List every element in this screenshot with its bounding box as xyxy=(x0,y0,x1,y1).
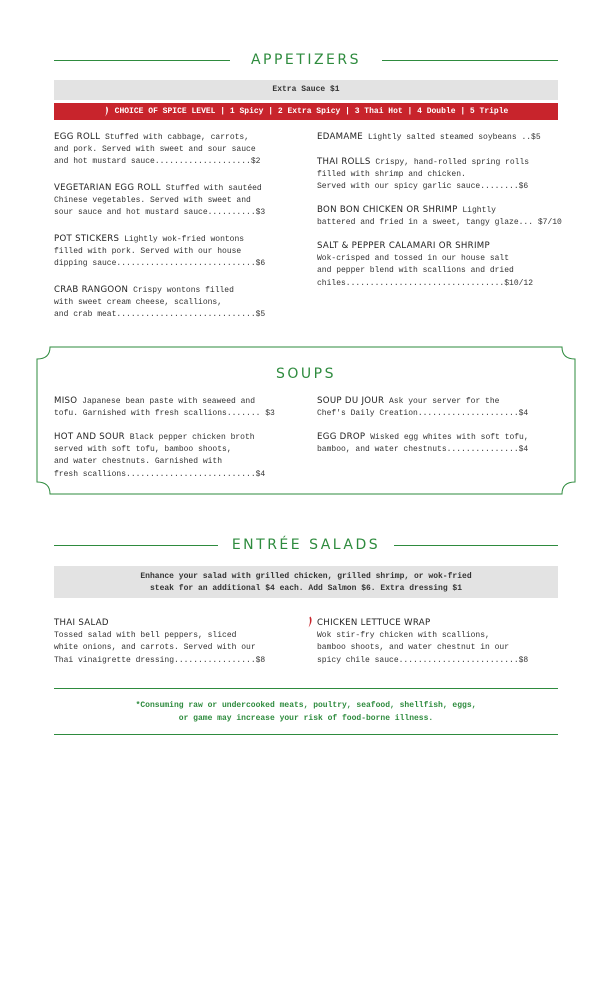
appetizers-title: APPETIZERS xyxy=(250,52,362,68)
item-name: THAI ROLLS xyxy=(317,157,371,167)
menu-item xyxy=(317,617,528,667)
item-desc: Japanese bean paste with seaweed and tofu. Garnished with fresh scallions....... $3 xyxy=(54,397,275,419)
item-name: BON BON CHICKEN OR SHRIMP xyxy=(317,205,458,215)
item-name: POT STICKERS xyxy=(54,234,120,244)
salads-rule-right xyxy=(394,545,558,546)
item-desc: Wok-crisped and tossed in our house salt and pepper blend with scallions and dried chiles.................................$10/12 xyxy=(317,254,534,288)
menu-item xyxy=(54,395,275,420)
item-desc: Wisked egg whites with soft tofu, bamboo, and water chestnuts...............$4 xyxy=(317,433,529,455)
notice-rule-top xyxy=(54,688,558,689)
food-safety-notice xyxy=(54,700,558,725)
notice-rule-bottom xyxy=(54,734,558,735)
item-name: THAI SALAD xyxy=(54,618,109,628)
item-desc: Lightly wok-fried wontons filled with pork. Served with our house dipping sauce.............................$6 xyxy=(54,235,266,269)
item-desc: Lightly battered and fried in a sweet, tangy glaze... $7/10 xyxy=(317,206,562,228)
menu-item xyxy=(54,431,265,481)
item-name: EDAMAME xyxy=(317,132,364,142)
item-name: EGG ROLL xyxy=(54,132,101,142)
item-name: SOUP DU JOUR xyxy=(317,396,385,406)
spice-level-text: CHOICE OF SPICE LEVEL | 1 Spicy | 2 Extra Spicy | 3 Thai Hot | 4 Double | 5 Triple xyxy=(114,107,509,116)
item-name: HOT AND SOUR xyxy=(54,432,125,442)
item-desc: Crispy, hand-rolled spring rolls filled with shrimp and chicken. Served with our spicy garlic sauce........$6 xyxy=(317,158,530,192)
item-desc: Lightly salted steamed soybeans ..$5 xyxy=(363,133,541,142)
menu-item xyxy=(317,431,529,456)
soups-title: SOUPS xyxy=(276,366,336,382)
salad-addon-note xyxy=(54,566,558,598)
salad-addon-line1: Enhance your salad with grilled chicken, grilled shrimp, or wok-fried xyxy=(140,572,472,581)
extra-sauce-text: Extra Sauce $1 xyxy=(272,85,340,94)
item-name: CRAB RANGOON xyxy=(54,285,129,295)
menu-item xyxy=(317,395,528,420)
item-desc: Black pepper chicken broth served with soft tofu, bamboo shoots, and water chestnuts. Garnished with fresh scallions...........................$4 xyxy=(54,433,266,479)
item-name: VEGETARIAN EGG ROLL xyxy=(54,183,161,193)
notice-line1: *Consuming raw or undercooked meats, poultry, seafood, shellfish, eggs, xyxy=(135,701,477,710)
item-name: SALT & PEPPER CALAMARI OR SHRIMP xyxy=(317,241,490,251)
item-name: MISO xyxy=(54,396,78,406)
item-name: CHICKEN LETTUCE WRAP xyxy=(317,618,431,628)
item-desc: Stuffed with cabbage, carrots, and pork. Served with sweet and sour sauce and hot mustard sauce....................$2 xyxy=(54,133,261,167)
salad-addon-line2: steak for an additional $4 each. Add Salmon $6. Extra dressing $1 xyxy=(149,584,463,593)
item-desc: Crispy wontons filled with sweet cream cheese, scallions, and crab meat.............................$5 xyxy=(54,286,266,320)
menu-item xyxy=(54,617,265,667)
item-desc: Ask your server for the Chef's Daily Creation.....................$4 xyxy=(317,397,529,419)
chili-pepper-icon xyxy=(307,616,313,628)
item-desc: Stuffed with sautéed Chinese vegetables. Served with sweet and sour sauce and hot mustard sauce..........$3 xyxy=(54,184,266,218)
salads-rule-left xyxy=(54,545,218,546)
salads-title: ENTRÉE SALADS xyxy=(231,537,381,553)
item-name: EGG DROP xyxy=(317,432,366,442)
item-desc: Tossed salad with bell peppers, sliced white onions, and carrots. Served with our Thai vinaigrette dressing.................$8 xyxy=(54,631,266,665)
notice-line2: or game may increase your risk of food-borne illness. xyxy=(178,713,434,723)
item-desc: Wok stir-fry chicken with scallions, bamboo shoots, and water chestnut in our spicy chile sauce.........................$8 xyxy=(317,631,529,665)
